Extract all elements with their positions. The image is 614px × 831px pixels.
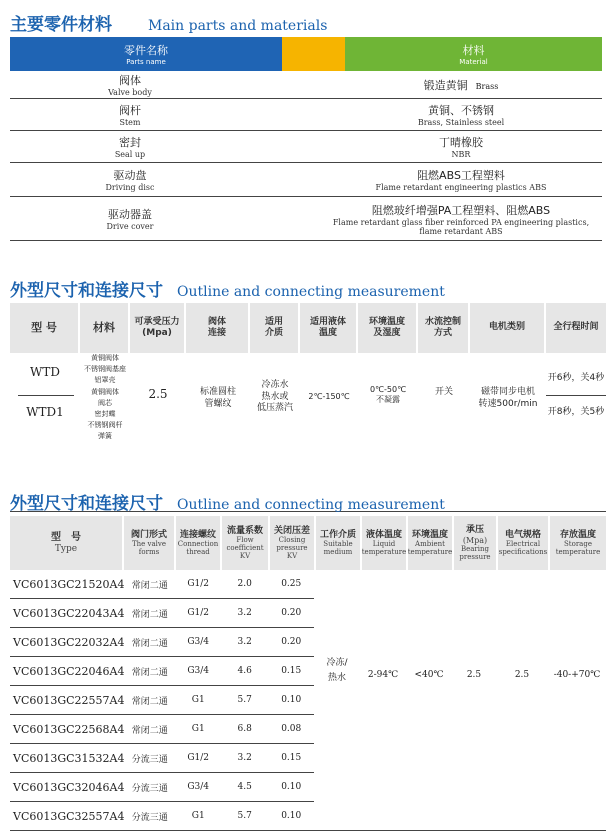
part-material-en: Flame retardant engineering plastics ABS [375, 183, 547, 192]
part-material-en: Brass, Stainless steel [417, 118, 505, 127]
col-valve-form-en: The valve [131, 540, 166, 549]
part-name-zh: 密封 [119, 136, 141, 149]
col-kv [222, 516, 270, 570]
col-medium-en2: medium [323, 548, 353, 557]
col-medium-line2: 介质 [264, 328, 283, 338]
col-bearing-zh: 承压 [465, 525, 484, 536]
col-liquid-temp-en2: temperature [361, 548, 407, 557]
row-thread: G1 [191, 724, 205, 734]
part-material-en: Brass [475, 81, 499, 91]
col-closing [270, 516, 316, 570]
col-closing-en3: KV [286, 552, 298, 561]
col-electrical [498, 516, 550, 570]
part-material-en: NBR [451, 150, 471, 159]
parts-name-header [10, 37, 282, 71]
medium-line: 热水或 [261, 391, 289, 402]
model-wtd: WTD [30, 365, 60, 379]
material-item: 阀芯 [98, 398, 112, 407]
col-ambient-en2: temperature [407, 548, 453, 557]
section3-title-en: Outline and connecting measurement [177, 497, 445, 513]
table-row [10, 657, 314, 686]
row-closing: 0.15 [281, 666, 302, 676]
row-type: VC6013GC22046A4 [13, 664, 125, 678]
part-material-en: Flame retardant glass fiber reinforced PA engineering plastics, [332, 217, 590, 227]
col-thread-en: Connection [177, 540, 219, 549]
part-name-en: Stem [119, 118, 141, 127]
col-type-en: Type [54, 543, 78, 554]
row-kv: 3.2 [237, 637, 252, 647]
col-control-line1: 水流控制 [424, 316, 461, 327]
col-storage-en: Storage [564, 540, 592, 549]
row-valve-form: 常闭二通 [131, 725, 168, 736]
outline-table-2-body [10, 570, 606, 831]
col-pressure [130, 303, 186, 353]
row-closing: 0.10 [281, 811, 302, 821]
material-item: 黄铜阀体 [91, 387, 119, 396]
medium-line: 冷冻水 [261, 380, 289, 390]
col-control-line2: 方式 [433, 328, 452, 338]
env-line: 0℃-50℃ [369, 385, 407, 394]
outline-table-1-header [10, 303, 606, 353]
col-type [10, 516, 124, 570]
medium-line: 低压蒸汽 [256, 403, 293, 414]
part-material-zh: 黄铜、不锈钢 [428, 104, 494, 117]
row-thread: G3/4 [187, 782, 210, 792]
part-name-en: Driving disc [105, 183, 155, 192]
col-valve-form-en2: forms [138, 548, 160, 557]
row-closing: 0.15 [281, 753, 302, 763]
storage-merged: -40-+70℃ [553, 670, 601, 680]
col-electrical-en2: specifications [498, 548, 548, 557]
header-divider-orange [282, 37, 345, 71]
liquid-temp-value: 2℃-150℃ [308, 392, 350, 401]
row-closing: 0.20 [281, 637, 302, 647]
table-row [10, 686, 314, 715]
col-ambient [408, 516, 454, 570]
material-item: 密封蝶 [94, 409, 116, 418]
row-thread: G1/2 [187, 753, 210, 763]
row-thread: G1 [191, 695, 205, 705]
parts-row [10, 163, 602, 197]
row-closing: 0.08 [281, 724, 302, 734]
parts-row [10, 71, 602, 99]
row-valve-form: 常闭二通 [131, 609, 168, 620]
section2-title [10, 276, 445, 301]
col-env-line2: 及湿度 [373, 328, 401, 338]
outline-table-2-header [10, 516, 606, 570]
col-type-zh: 型 号 [51, 532, 81, 544]
col-bearing-en2: Bearing [460, 544, 490, 553]
row-type: VC6013GC32046A4 [13, 780, 125, 794]
part-material-zh: 阻燃玻纤增强PA工程塑料、阻燃ABS [371, 203, 551, 217]
row-closing: 0.25 [281, 579, 302, 589]
col-model: 型 号 [10, 303, 80, 353]
section2-title-zh: 外型尺寸和连接尺寸 [10, 281, 163, 301]
table-row [10, 628, 314, 657]
col-storage-en2: temperature [555, 548, 601, 557]
row-thread: G1/2 [187, 579, 210, 589]
model-wtd1: WTD1 [26, 405, 64, 419]
material-list [80, 353, 130, 443]
part-name-zh: 阀杆 [119, 104, 141, 117]
col-electrical-zh: 电气规格 [504, 529, 541, 540]
col-bearing-en3: pressure [459, 552, 491, 561]
parts-table [10, 37, 602, 241]
section1-title-en: Main parts and materials [148, 18, 328, 34]
material-item: 不锈钢阀基座 [84, 365, 126, 374]
col-electrical-en: Electrical [505, 540, 541, 549]
row-closing: 0.10 [281, 782, 302, 792]
col-liquid-temp-zh: 液体温度 [365, 529, 402, 540]
motor-value [470, 387, 546, 410]
row-kv: 4.5 [237, 782, 252, 792]
material-header [345, 37, 602, 71]
row-type: VC6013GC22568A4 [13, 722, 125, 736]
liquid-temp-merged: 2-94℃ [367, 670, 399, 680]
row-valve-form: 分流三通 [131, 812, 168, 823]
time-open-close-1: 开6秒，关4秒 [547, 373, 605, 383]
col-closing-zh: 关闭压差 [273, 525, 310, 536]
col-storage [550, 516, 606, 570]
row-thread: G1/2 [187, 608, 210, 618]
row-kv: 3.2 [237, 753, 252, 763]
row-valve-form: 常闭二通 [131, 696, 168, 707]
col-closing-en: Closing [278, 536, 306, 545]
col-storage-zh: 存放温度 [559, 529, 596, 540]
row-thread: G3/4 [187, 637, 210, 647]
col-motor: 电机类别 [470, 303, 546, 353]
col-kv-en2: coefficient [226, 544, 264, 553]
col-liquid-temp [362, 516, 408, 570]
col-kv-en: Flow [236, 536, 254, 545]
col-env [358, 303, 418, 353]
col-connection [186, 303, 250, 353]
col-ambient-en: Ambient [415, 540, 445, 549]
row-kv: 2.0 [237, 579, 252, 589]
part-material-zh: 锻造黄铜 [423, 78, 468, 92]
col-connection-line1: 阀体 [207, 316, 226, 327]
part-name-zh: 驱动盘 [113, 169, 147, 182]
electrical-merged: 2.5 [514, 670, 530, 680]
divider [546, 395, 606, 396]
section3-title-zh: 外型尺寸和连接尺寸 [10, 494, 163, 514]
bearing-merged: 2.5 [466, 670, 482, 680]
col-kv-en3: KV [239, 552, 251, 561]
part-name-en: Seal up [114, 150, 146, 159]
medium-value [250, 380, 300, 415]
row-kv: 6.8 [237, 724, 252, 734]
col-medium [250, 303, 300, 353]
connection-value [186, 387, 250, 410]
row-valve-form: 常闭二通 [131, 667, 168, 678]
col-medium-zh: 工作介质 [319, 529, 356, 540]
col-liquid-temp-en: Liquid [372, 540, 396, 549]
material-header-zh: 材料 [462, 44, 485, 57]
col-valve-form [124, 516, 176, 570]
col-thread-en2: thread [186, 548, 210, 557]
medium-merged-line: 冷冻/ [326, 658, 348, 668]
row-valve-form: 常闭二通 [131, 580, 168, 591]
row-closing: 0.10 [281, 695, 302, 705]
col-pressure-line1: 可承受压力 [134, 316, 180, 327]
env-line: 不凝露 [376, 395, 400, 405]
row-kv: 4.6 [237, 666, 252, 676]
table-row [10, 599, 314, 628]
time-open-close-2: 开8秒，关5秒 [547, 407, 605, 417]
col-bearing-en: (Mpa) [462, 535, 488, 545]
connection-line: 标准圆柱 [199, 387, 236, 397]
col-liquid-temp [300, 303, 358, 353]
material-header-en: Material [459, 58, 488, 66]
control-value: 开关 [434, 387, 453, 397]
col-closing-en2: pressure [276, 544, 308, 553]
row-thread: G1 [191, 811, 205, 821]
env-value [358, 385, 418, 406]
part-name-en: Drive cover [106, 222, 154, 231]
medium-merged-line: 热水 [327, 673, 346, 684]
parts-row [10, 197, 602, 241]
material-item: 黄铜阀体 [91, 354, 119, 362]
col-liquid-temp-line1: 适用液体 [309, 316, 346, 327]
motor-line: 磁带同步电机 [480, 387, 535, 397]
section1-title [10, 10, 327, 35]
row-type: VC6013GC22032A4 [13, 635, 125, 649]
row-thread: G3/4 [187, 666, 210, 676]
table-row [10, 570, 314, 599]
section2-title-en: Outline and connecting measurement [177, 284, 445, 300]
table-row [10, 744, 314, 773]
part-material-zh: 阻燃ABS工程塑料 [417, 169, 505, 182]
divider [18, 395, 74, 396]
row-type: VC6013GC21520A4 [13, 577, 125, 591]
col-medium-en: Suitable [323, 540, 353, 549]
connection-line: 管螺纹 [204, 398, 232, 409]
section1-title-zh: 主要零件材料 [10, 15, 112, 35]
row-valve-form: 分流三通 [131, 783, 168, 794]
row-kv: 5.7 [237, 811, 252, 821]
pressure-value: 2.5 [148, 387, 168, 401]
col-time: 全行程时间 [553, 322, 599, 333]
part-name-en: Valve body [108, 88, 152, 97]
col-kv-zh: 流量系数 [226, 525, 263, 536]
col-ambient-zh: 环境温度 [411, 529, 448, 540]
motor-line: 转速500r/min [478, 398, 538, 409]
col-connection-line2: 连接 [207, 328, 226, 338]
table-row [10, 715, 314, 744]
part-name-zh: 驱动器盖 [108, 208, 152, 221]
table-row [10, 773, 314, 802]
row-type: VC6013GC22043A4 [13, 606, 125, 620]
col-medium [316, 516, 362, 570]
material-item: 弹簧 [98, 432, 112, 441]
row-kv: 5.7 [237, 695, 252, 705]
col-medium-line1: 适用 [264, 316, 283, 327]
col-thread [176, 516, 222, 570]
part-material-zh: 丁晴橡胶 [439, 136, 483, 149]
row-type: VC6013GC22557A4 [13, 693, 125, 707]
col-env-line1: 环境温度 [368, 316, 405, 327]
row-closing: 0.20 [281, 608, 302, 618]
part-name-zh: 阀体 [119, 74, 141, 87]
section3-title [10, 489, 445, 514]
table-row [10, 802, 314, 831]
row-valve-form: 分流三通 [131, 754, 168, 765]
col-pressure-line2: (Mpa) [142, 328, 172, 338]
parts-table-header [10, 37, 602, 71]
row-type: VC6013GC32557A4 [13, 809, 125, 823]
col-thread-zh: 连接螺纹 [179, 529, 216, 540]
col-bearing [454, 516, 498, 570]
parts-name-header-en: Parts name [126, 58, 166, 66]
parts-row [10, 99, 602, 131]
outline-table-1 [10, 303, 606, 463]
row-kv: 3.2 [237, 608, 252, 618]
ambient-merged: <40℃ [414, 670, 444, 680]
parts-row [10, 131, 602, 163]
col-control [418, 303, 470, 353]
row-valve-form: 常闭二通 [131, 638, 168, 649]
material-item: 铝罩壳 [94, 376, 116, 385]
part-material-en-line2: flame retardant ABS [419, 226, 503, 236]
row-type: VC6013GC31532A4 [13, 751, 125, 765]
col-material: 材料 [80, 303, 130, 353]
material-item: 不锈钢阀杆 [87, 421, 123, 430]
parts-name-header-zh: 零件名称 [124, 44, 168, 57]
medium-merged [314, 656, 360, 687]
outline-table-1-body [10, 353, 606, 463]
col-liquid-temp-line2: 温度 [318, 328, 337, 338]
outline-table-2 [10, 516, 606, 831]
col-valve-form-zh: 阀门形式 [130, 529, 167, 540]
